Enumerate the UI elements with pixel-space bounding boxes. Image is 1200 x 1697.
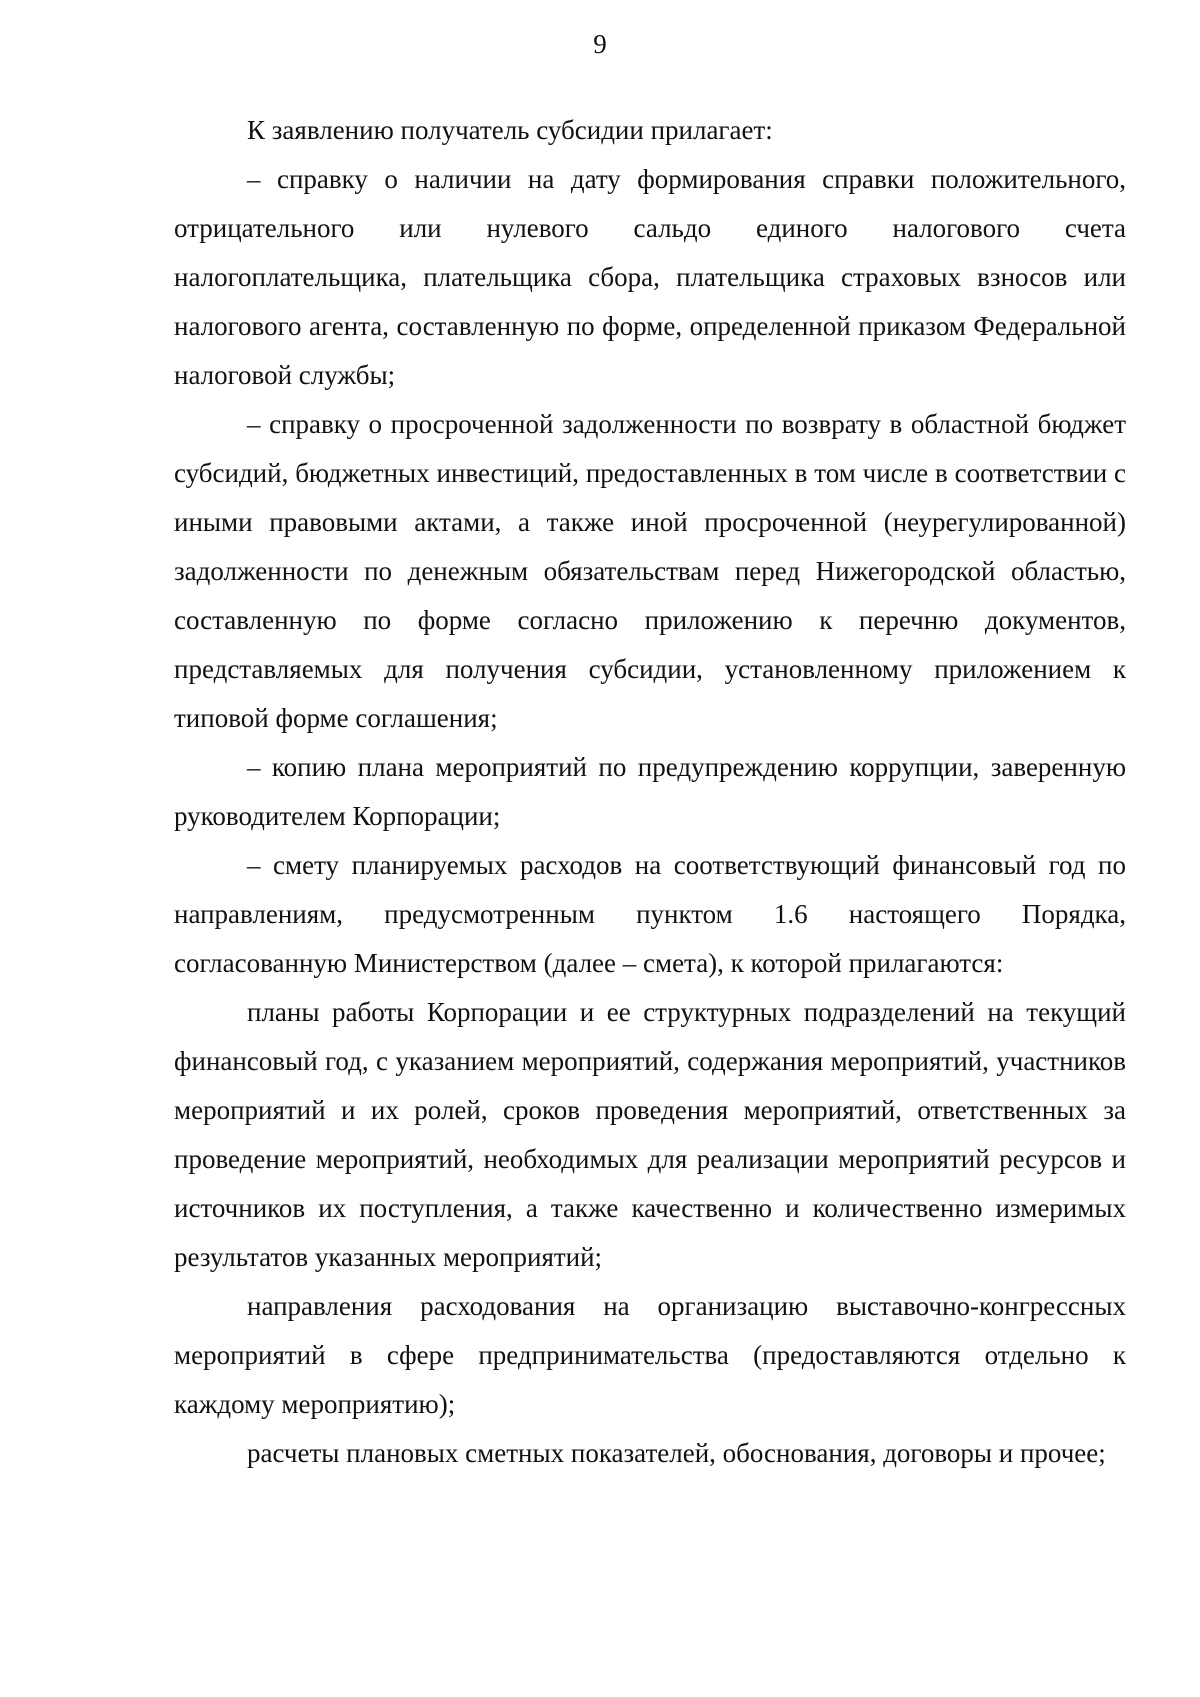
document-body [174, 106, 1126, 1478]
paragraph-expense-estimate: – смету планируемых расходов на соответствующий финансовый год по направлениям, предусмотренным пунктом 1.6 настоящего Порядка, согласованную Министерством (далее – смета), к которой прилагаются: [174, 850, 1126, 978]
paragraph-overdue-debt-certificate: – справку о просроченной задолженности по возврату в областной бюджет субсидий, бюджетных инвестиций, предоставленных в том числе в соответствии с иными правовыми актами, а также иной просроченной (неурегулированной) задолженности по денежным обязательствам перед Нижегородской областью, составленную по форме согласно приложению к перечню документов, представляемых для получения субсидии, установленному приложением к типовой форме соглашения; [174, 409, 1126, 733]
page-number: 9 [593, 29, 607, 59]
paragraph-calculations: расчеты плановых сметных показателей, обоснования, договоры и прочее; [247, 1438, 1106, 1468]
paragraph-tax-balance-certificate: – справку о наличии на дату формирования справки положительного, отрицательного или нулевого сальдо единого налогового счета налогоплательщика, плательщика сбора, плательщика страховых взносов или налогового агента, составленную по форме, определенной приказом Федеральной налоговой службы; [174, 164, 1126, 390]
paragraph-work-plans: планы работы Корпорации и ее структурных подразделений на текущий финансовый год, с указанием мероприятий, содержания мероприятий, участников мероприятий и их ролей, сроков проведения мероприятий, ответственных за проведение мероприятий, необходимых для реализации мероприятий ресурсов и источников их поступления, а также качественно и количественно измеримых результатов указанных мероприятий; [174, 997, 1126, 1272]
paragraph-intro: К заявлению получатель субсидии прилагает: [247, 115, 773, 145]
paragraph-exhibition-expenses: направления расходования на организацию выставочно-конгрессных мероприятий в сфере предпринимательства (предоставляются отдельно к каждому мероприятию); [174, 1291, 1126, 1419]
paragraph-anticorruption-plan: – копию плана мероприятий по предупреждению коррупции, заверенную руководителем Корпорации; [174, 752, 1126, 831]
